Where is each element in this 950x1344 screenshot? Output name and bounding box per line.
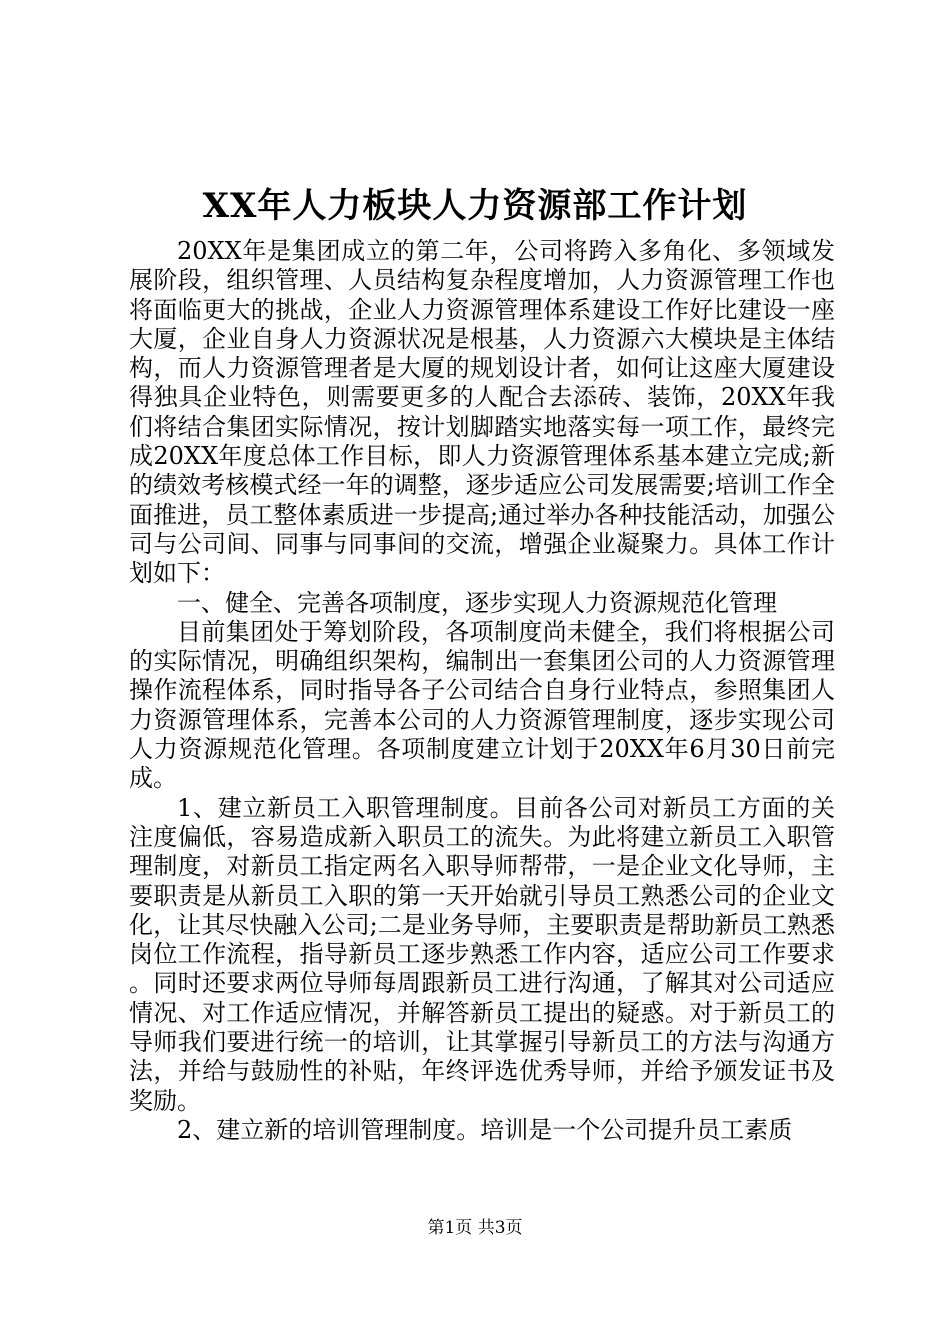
paragraph-intro: 20XX年是集团成立的第二年，公司将跨入多角化、多领域发展阶段，组织管理、人员结构复杂程度增加，人力资源管理工作也将面临更大的挑战，企业人力资源管理体系建设工作好比建设一座大厦，企业自身人力资源状况是根基，人力资源六大模块是主体结构，而人力资源管理者是大厦的规划设计者，如何让这座大厦建设得独具企业特色，则需要更多的人配合去添砖、装饰，20XX年我们将结合集团实际情况，按计划脚踏实地落实每一项工作，最终完成20XX年度总体工作目标，即人力资源管理体系基本建立完成;新的绩效考核模式经一年的调整，逐步适应公司发展需要;培训工作全面推进，员工整体素质进一步提高;通过举办各种技能活动，加强公司与公司间、同事与同事间的交流，增强企业凝聚力。具体工作计划如下：: [129, 237, 835, 588]
paragraph-item-2: 2、建立新的培训管理制度。培训是一个公司提升员工素质: [177, 1115, 793, 1144]
section-heading-1: 一、健全、完善各项制度，逐步实现人力资源规范化管理: [177, 588, 777, 617]
page-footer: 第1页 共3页: [427, 1218, 523, 1238]
document-title: XX年人力板块人力资源部工作计划: [202, 186, 748, 226]
document-body: [129, 237, 835, 1145]
paragraph-section-1: 目前集团处于筹划阶段，各项制度尚未健全，我们将根据公司的实际情况，明确组织架构，编制出一套集团公司的人力资源管理操作流程体系，同时指导各子公司结合自身行业特点，参照集团人力资源管理体系，完善本公司的人力资源管理制度，逐步实现公司人力资源规范化管理。各项制度建立计划于20XX年6月30日前完成。: [129, 617, 835, 793]
paragraph-item-1: 1、建立新员工入职管理制度。目前各公司对新员工方面的关注度偏低，容易造成新入职员工的流失。为此将建立新员工入职管理制度，对新员工指定两名入职导师帮带，一是企业文化导师，主要职责是从新员工入职的第一天开始就引导员工熟悉公司的企业文化，让其尽快融入公司;二是业务导师，主要职责是帮助新员工熟悉岗位工作流程，指导新员工逐步熟悉工作内容，适应公司工作要求。同时还要求两位导师每周跟新员工进行沟通，了解其对公司适应情况、对工作适应情况，并解答新员工提出的疑惑。对于新员工的导师我们要进行统一的培训，让其掌握引导新员工的方法与沟通方法，并给与鼓励性的补贴，年终评选优秀导师，并给予颁发证书及奖励。: [129, 793, 835, 1115]
